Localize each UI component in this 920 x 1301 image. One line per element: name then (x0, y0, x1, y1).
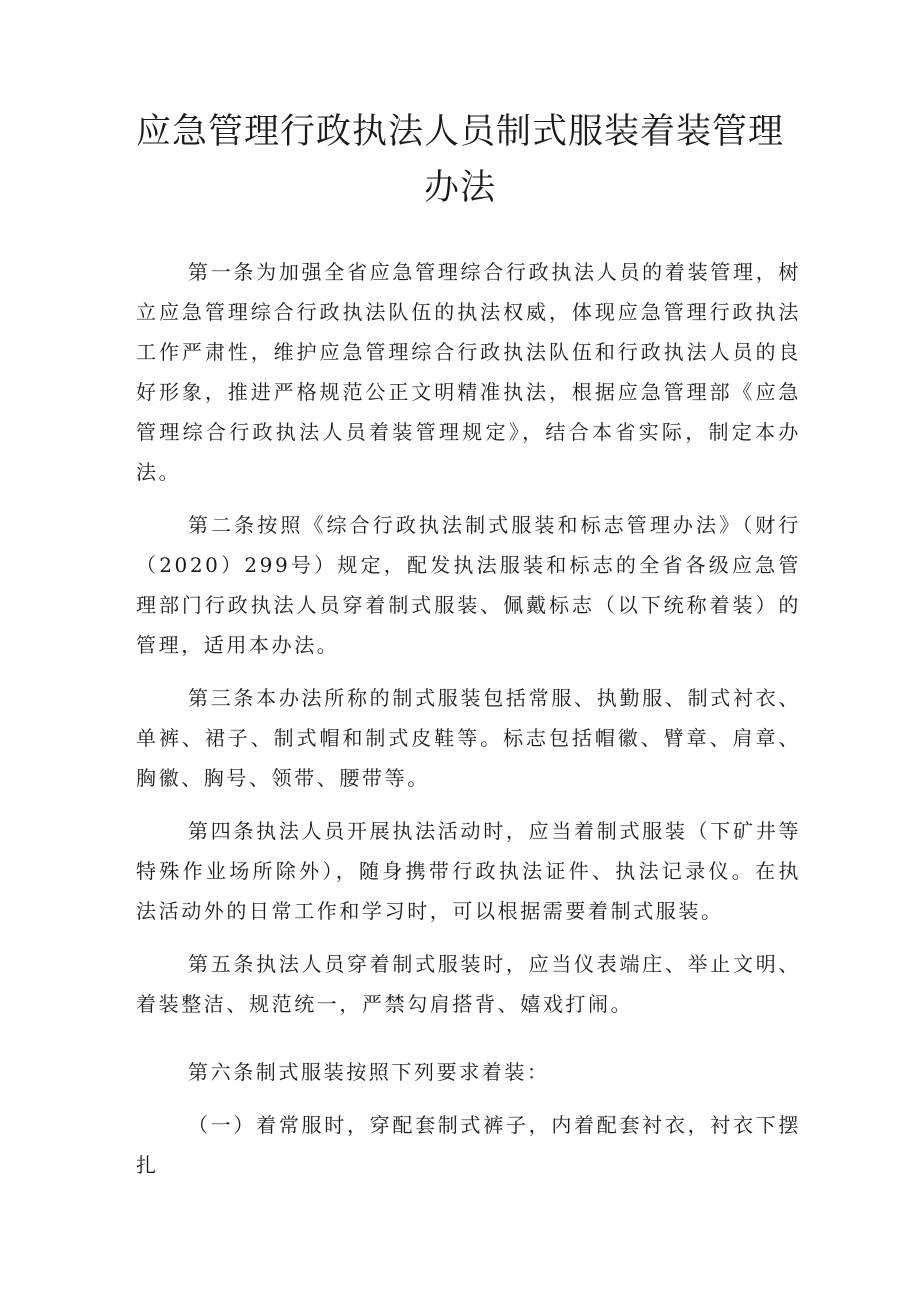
document-body (136, 252, 801, 1185)
article-6-item-1: （一）着常服时，穿配套制式裤子，内着配套衬衣，衬衣下摆扎 (136, 1113, 801, 1177)
article-6: 第六条制式服装按照下列要求着装： (188, 1060, 550, 1084)
article-3: 第三条本办法所称的制式服装包括常服、执勤服、制式衬衣、单裤、裙子、制式帽和制式皮鞋等。标志包括帽徽、臂章、肩章、胸徽、胸号、领带、腰带等。 (136, 686, 801, 790)
article-2: 第二条按照《综合行政执法制式服装和标志管理办法》（财行（2020）299号）规定，配发执法服装和标志的全省各级应急管理部门行政执法人员穿着制式服装、佩戴标志（以下统称着装）的管理，适用本办法。 (136, 513, 801, 657)
article-5: 第五条执法人员穿着制式服装时，应当仪表端庄、举止文明、着装整洁、规范统一，严禁勾肩搭背、嬉戏打闹。 (136, 952, 801, 1016)
document-title: 应急管理行政执法人员制式服装着装管理办法 (135, 112, 784, 208)
article-4: 第四条执法人员开展执法活动时，应当着制式服装（下矿井等特殊作业场所除外），随身携带行政执法证件、执法记录仪。在执法活动外的日常工作和学习时，可以根据需要着制式服装。 (136, 819, 801, 923)
article-1: 第一条为加强全省应急管理综合行政执法人员的着装管理，树立应急管理综合行政执法队伍的执法权威，体现应急管理行政执法工作严肃性，维护应急管理综合行政执法队伍和行政执法人员的良好形象，推进严格规范公正文明精准执法，根据应急管理部《应急管理综合行政执法人员着装管理规定》，结合本省实际，制定本办法。 (136, 260, 801, 484)
